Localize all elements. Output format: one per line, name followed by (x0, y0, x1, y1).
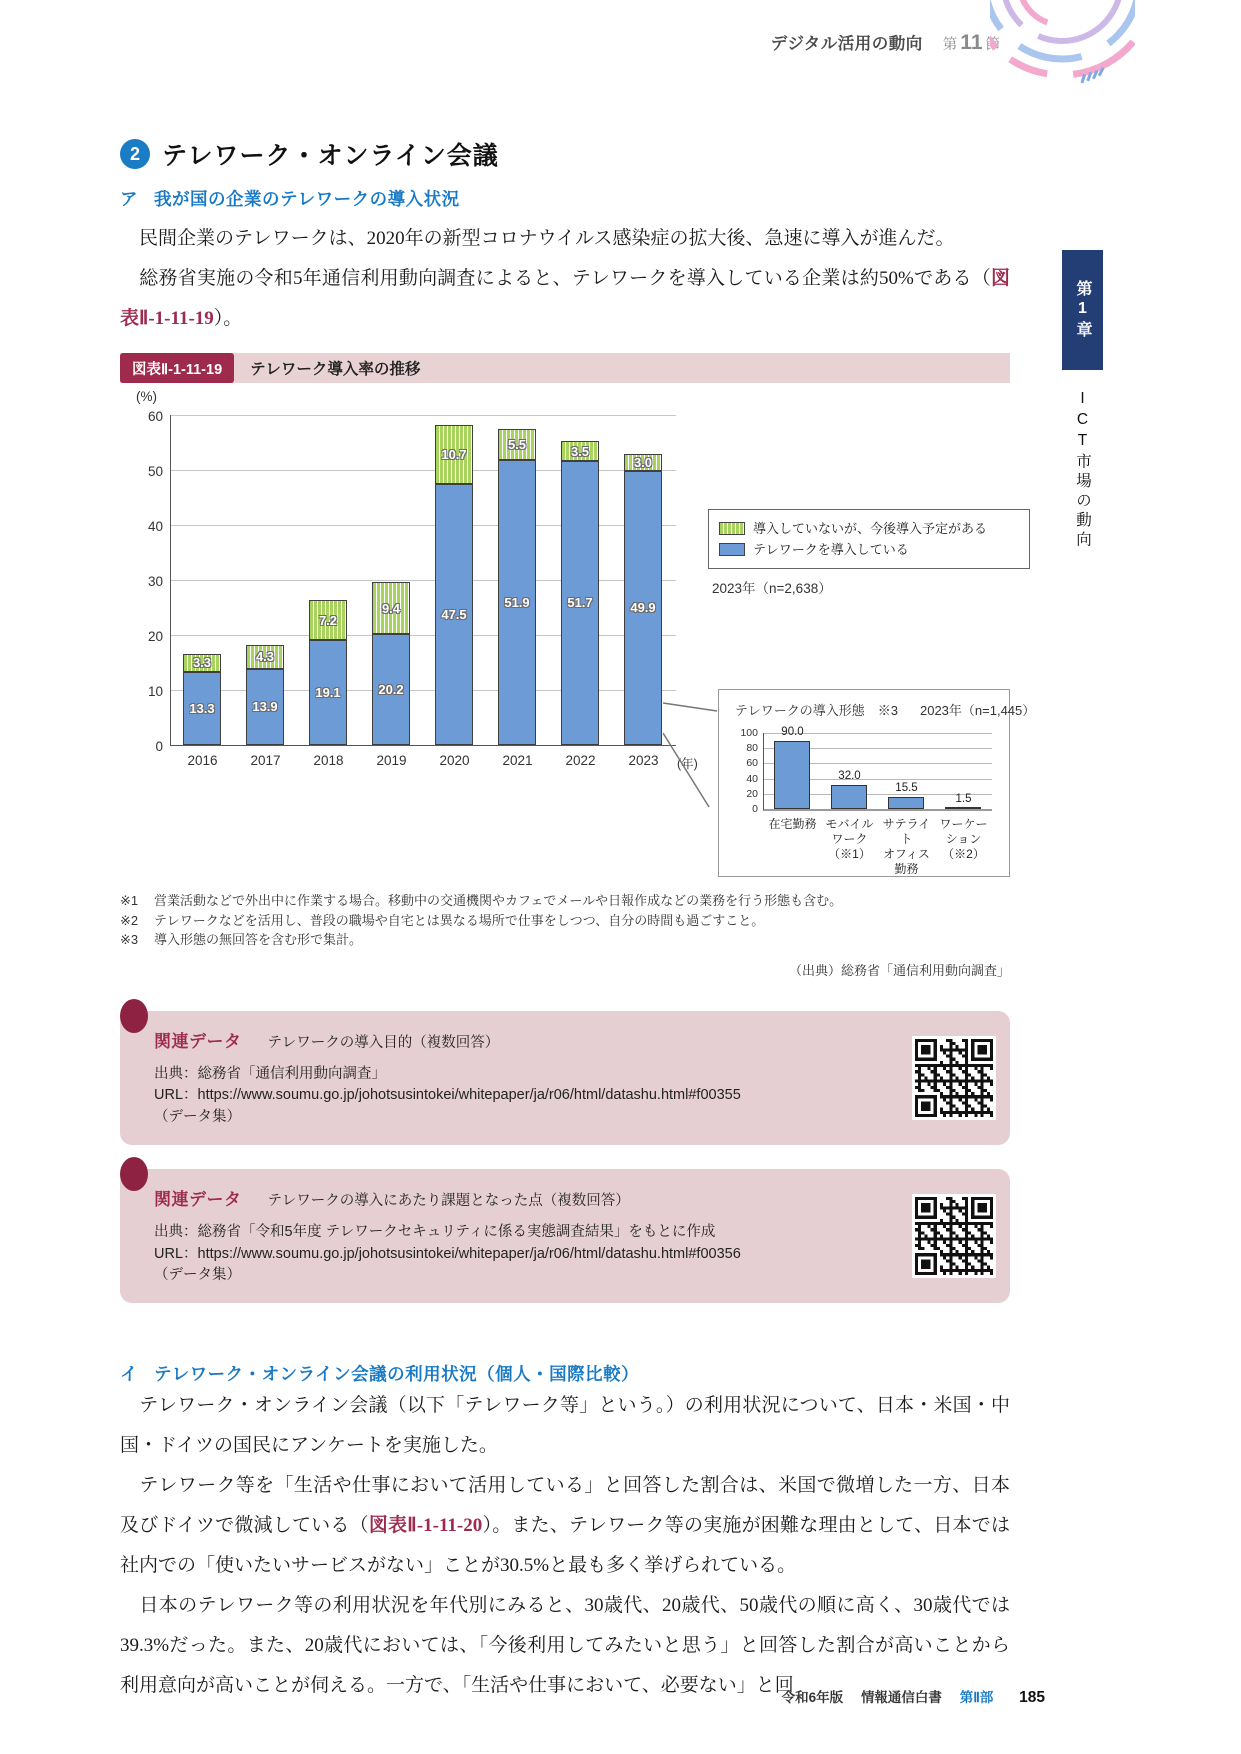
bar-value-label: 13.9 (252, 699, 278, 715)
bar-adopted (246, 669, 284, 745)
bar-planned (624, 454, 662, 471)
related-data-label: 関連データ (154, 1189, 242, 1209)
subsection-a-title: 我が国の企業のテレワークの導入状況 (154, 189, 460, 209)
inset-bar (888, 797, 924, 809)
inset-category-line: 勤務 (894, 862, 919, 876)
bar-value-label: 51.7 (567, 595, 593, 611)
bar-planned (561, 441, 599, 460)
bar-adopted (309, 640, 347, 745)
bar-value-label: 47.5 (441, 606, 467, 622)
y-tick-label: 100 (740, 727, 758, 739)
inset-sample-size: 2023年（n=1,445） (919, 703, 1036, 718)
section-title: テレワーク・オンライン会議 (162, 142, 499, 170)
y-tick-label: 50 (147, 464, 163, 479)
bar-value-label: 13.3 (189, 700, 215, 716)
y-tick-label: 20 (147, 629, 163, 644)
y-tick-label: 10 (147, 684, 163, 699)
inset-bar-value-label: 1.5 (955, 792, 972, 805)
x-tick-label: 2020 (439, 753, 470, 768)
figure-block (120, 353, 1036, 979)
main-chart-plot (147, 409, 698, 771)
gridline (171, 635, 676, 636)
header-section-title: デジタル活用の動向 (770, 35, 923, 53)
related-box-header (154, 1027, 890, 1052)
x-tick-label: 2019 (376, 753, 407, 768)
bar-planned (183, 654, 221, 672)
bar-adopted (561, 461, 599, 745)
qr-code (912, 1194, 996, 1278)
section-number-badge: 2 (120, 139, 150, 169)
inset-bar (774, 741, 810, 809)
figure-title: テレワーク導入率の推移 (250, 361, 421, 378)
inset-category-line: 在宅勤務 (768, 817, 817, 831)
bar-value-label: 3.0 (633, 454, 653, 470)
y-axis-unit-label: (%) (136, 389, 157, 404)
callout-arrow (663, 689, 719, 809)
inset-bar (831, 785, 867, 809)
figure-chart (120, 389, 1036, 881)
legend-item (719, 539, 1019, 560)
paragraph: テレワーク・オンライン会議（以下「テレワーク等」という。）の利用状況について、日本・米国・中国・ドイツの国民にアンケートを実施した。 (120, 1395, 1010, 1456)
bar-planned (498, 429, 536, 459)
subsection-a-label: ア (120, 189, 138, 209)
bar-value-label: 3.3 (192, 655, 212, 671)
related-data-url: URL：https://www.soumu.go.jp/johotsusintokei/whitepaper/ja/r06/html/datashu.html#f00356 (154, 1245, 741, 1262)
related-data-label: 関連データ (154, 1031, 242, 1051)
y-tick-label: 60 (147, 409, 163, 424)
x-tick-label: 2016 (187, 753, 218, 768)
legend-swatch-adopted (719, 543, 745, 556)
related-data-source: 出典：総務省「令和5年度 テレワークセキュリティに係る実態調査結果」をもとに作成 (154, 1223, 716, 1240)
legend-label: テレワークを導入している (753, 542, 909, 557)
gridline (171, 470, 676, 471)
inset-category-line: オフィス (883, 847, 930, 861)
bar-value-label: 51.9 (504, 594, 530, 610)
section-heading (120, 136, 1010, 172)
related-data-suffix: （データ集） (154, 1267, 241, 1284)
note-row: ※1 営業活動などで外出中に作業する場合。移動中の交通機関やカフェでメールや日報作成などの業務を行う形態も含む。 (120, 893, 843, 908)
bar-adopted (435, 484, 473, 745)
paragraph: 民間企業のテレワークは、2020年の新型コロナウイルス感染症の拡大後、急速に導入が進んだ。 (120, 228, 955, 249)
y-tick-label: 60 (746, 757, 758, 770)
page-footer (0, 1686, 1045, 1707)
subsection-i-label: イ (120, 1364, 138, 1384)
inset-chart (718, 689, 1036, 877)
inset-bar-value-label: 32.0 (838, 769, 861, 782)
x-tick-label: 2022 (565, 753, 596, 768)
note-row: ※2 テレワークなどを活用し、普段の職場や自宅とは異なる場所で仕事をしつつ、自分の時間も過ごすこと。 (120, 912, 765, 928)
inset-chart-plot (740, 725, 992, 876)
x-tick-label: 2021 (502, 753, 533, 768)
inset-category-line: （※2） (942, 847, 985, 861)
bar-adopted (372, 634, 410, 745)
sample-size-note: 2023年（n=2,638） (712, 581, 832, 596)
inset-category-line: サテライト (882, 817, 931, 846)
inset-chart-title: テレワークの導入形態 ※3 (735, 703, 898, 718)
bar-planned (372, 582, 410, 634)
inset-bar-value-label: 15.5 (895, 782, 918, 795)
x-tick-label: 2023 (628, 753, 659, 768)
paragraph: 日本のテレワーク等の利用状況を年代別にみると、30歳代、20歳代、50歳代の順に高く、30歳代では39.3%だった。また、20歳代においては、「今後利用してみたいと思う」と回答した割合が高いことから利用意向が高いことが伺える。一方で、「生活や仕事において、必要ない」と回 (120, 1595, 1010, 1696)
y-tick-label: 40 (147, 519, 163, 534)
x-axis-unit-label: (年) (677, 757, 698, 771)
legend-swatch-planned (719, 522, 745, 535)
bar-adopted (183, 672, 221, 745)
figure-notes (120, 891, 1010, 950)
subsection-i-heading (120, 1361, 1010, 1386)
decorative-arcs (990, 0, 1135, 112)
y-tick-label: 0 (752, 803, 758, 815)
subsection-i-title: テレワーク・オンライン会議の利用状況（個人・国際比較） (154, 1364, 640, 1384)
bar-value-label: 4.3 (255, 649, 275, 665)
y-tick-label: 80 (746, 742, 758, 755)
page-header (600, 30, 1000, 55)
chart-legend (708, 509, 1030, 569)
footer-page-number: 185 (1019, 1689, 1045, 1706)
footer-edition: 令和6年版 (781, 1690, 844, 1705)
inset-category-line: （※1） (828, 847, 871, 861)
bullet-circle-icon (120, 1157, 148, 1191)
qr-code (912, 1036, 996, 1120)
related-data-title: テレワークの導入目的（複数回答） (267, 1034, 500, 1051)
y-tick-label: 40 (746, 772, 758, 785)
inset-category-label (821, 817, 878, 862)
bar-value-label: 3.5 (570, 443, 590, 459)
figure-number-badge: 図表Ⅱ-1-11-19 (120, 353, 234, 383)
bar-adopted (624, 471, 662, 745)
bar-value-label: 9.4 (381, 600, 401, 616)
y-tick-label: 30 (147, 574, 163, 589)
related-data-suffix: （データ集） (154, 1109, 241, 1125)
bar-value-label: 49.9 (630, 600, 656, 616)
y-tick-label: 20 (746, 787, 758, 800)
related-data-title: テレワークの導入にあたり課題となった点（複数回答） (267, 1192, 630, 1209)
chapter-vertical-title: ICT市場の動向 (1074, 390, 1091, 551)
footer-part: 第Ⅱ部 (959, 1690, 994, 1705)
legend-item (719, 518, 1019, 539)
inset-chart-header (719, 690, 1036, 719)
subsection-a-heading (120, 186, 1010, 211)
figure-source: （出典）総務省「通信利用動向調査」 (788, 962, 1010, 978)
inset-category-line: ワーク (831, 832, 868, 846)
inset-category-label (764, 817, 821, 832)
figure-reference: 図表Ⅱ-1-11-20 (368, 1515, 483, 1536)
footer-book-title: 情報通信白書 (860, 1690, 942, 1705)
gridline (171, 525, 676, 526)
x-tick-label: 2018 (313, 753, 344, 768)
related-data-url: URL：https://www.soumu.go.jp/johotsusintokei/whitepaper/ja/r06/html/datashu.html#f00355 (154, 1087, 741, 1104)
inset-category-label (878, 817, 935, 877)
inset-category-line: モバイル (825, 817, 874, 831)
bar-value-label: 19.1 (315, 684, 341, 700)
bullet-circle-icon (120, 999, 148, 1033)
gridline (171, 415, 676, 416)
bar-planned (246, 645, 284, 669)
bar-value-label: 10.7 (441, 446, 467, 462)
inset-category-label (935, 817, 992, 862)
gridline (171, 580, 676, 581)
paragraph: テレワーク等を「生活や仕事において活用している」と回答した割合は、米国で微増した一方、日本及びドイツで微減している（図表Ⅱ-1-11-20）。また、テレワーク等の実施が困難な理由として、日本では社内での「使いたいサービスがない」ことが30.5%と最も多く挙げられている。 (120, 1475, 1010, 1576)
header-section-number: 第 11 節 (942, 31, 1000, 54)
chapter-tab: 第1章 (1062, 250, 1103, 370)
figure-reference: 図表Ⅱ-1-11-19 (120, 268, 1010, 329)
bar-value-label: 20.2 (378, 681, 404, 697)
bar-value-label: 5.5 (507, 436, 527, 452)
figure-title-bar (120, 353, 1010, 383)
inset-bar (945, 807, 981, 809)
bar-value-label: 7.2 (318, 612, 338, 628)
legend-label: 導入していないが、今後導入予定がある (753, 521, 988, 536)
related-box-header (154, 1185, 890, 1210)
related-data-box (120, 1169, 1010, 1303)
inset-category-line: ション (945, 832, 982, 846)
x-tick-label: 2017 (250, 753, 281, 768)
bar-planned (435, 425, 473, 484)
related-data-source: 出典：総務省「通信利用動向調査」 (154, 1065, 386, 1082)
bar-adopted (498, 460, 536, 745)
related-data-box (120, 1011, 1010, 1145)
paragraph: 総務省実施の令和5年通信利用動向調査によると、テレワークを導入している企業は約50%である（図表Ⅱ-1-11-19）。 (120, 268, 1010, 329)
bar-planned (309, 600, 347, 640)
inset-bar-value-label: 90.0 (781, 725, 804, 738)
note-row: ※3 導入形態の無回答を含む形で集計。 (120, 932, 363, 947)
inset-category-line: ワーケー (939, 817, 988, 831)
y-tick-label: 0 (155, 739, 163, 754)
